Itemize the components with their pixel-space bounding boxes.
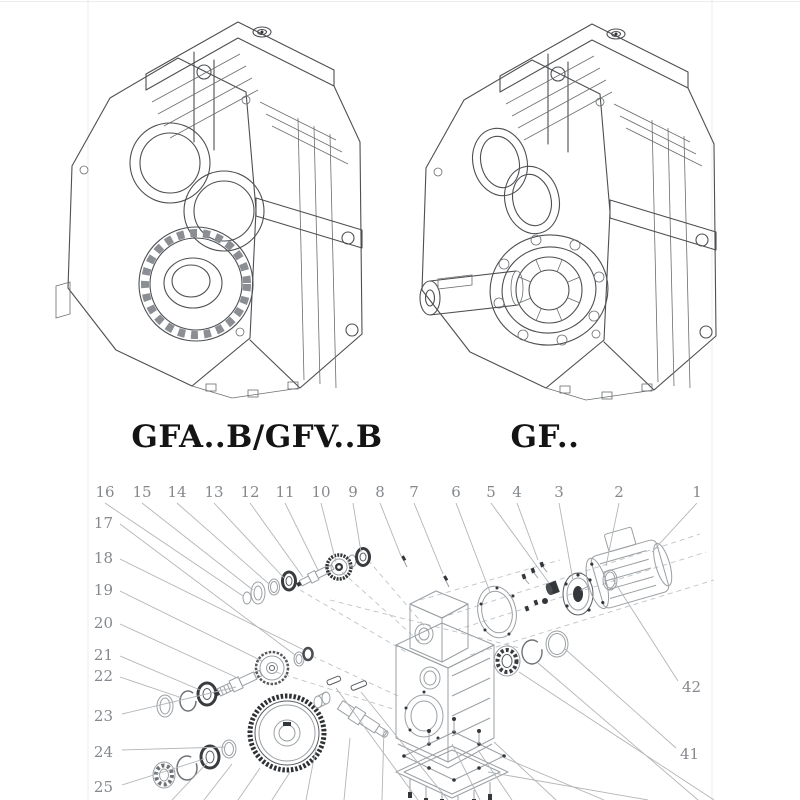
callout-19: 19 [93, 581, 113, 599]
callout-9: 9 [348, 483, 358, 501]
callout-42: 42 [682, 678, 702, 696]
callout-21: 21 [93, 646, 113, 664]
callout-23: 23 [93, 707, 113, 725]
callout-8: 8 [375, 483, 385, 501]
input-pinion [544, 581, 559, 596]
callout-13: 13 [204, 483, 224, 501]
intermediate-shaft-assembly [157, 648, 313, 717]
callout-10: 10 [311, 483, 331, 501]
callout-15: 15 [132, 483, 152, 501]
callout-41: 41 [680, 745, 700, 763]
callout-4: 4 [512, 483, 522, 501]
callout-17: 17 [93, 514, 113, 532]
bearing-spokes [519, 260, 580, 321]
motor [568, 519, 677, 614]
output-bearing-parts [473, 570, 617, 676]
figure-right-label: GF.. [510, 419, 580, 455]
motor-adapter-parts [521, 562, 593, 615]
input-shaft [295, 562, 335, 589]
figure-left-label: GFA..B/GFV..B [131, 419, 383, 455]
output-shaft-assembly [153, 676, 391, 788]
callout-numbers [94, 483, 702, 796]
figure-left-drawing [56, 22, 362, 398]
callout-12: 12 [240, 483, 260, 501]
callout-22: 22 [93, 667, 113, 685]
callout-20: 20 [93, 614, 113, 632]
figure-right-drawing [420, 24, 716, 400]
input-shaft-assembly [243, 549, 449, 605]
callout-14: 14 [167, 483, 187, 501]
callout-5: 5 [486, 483, 496, 501]
callout-24: 24 [93, 743, 113, 761]
axis-dashed-lines [276, 534, 714, 710]
callout-7: 7 [409, 483, 419, 501]
callout-16: 16 [95, 483, 115, 501]
exploded-view [94, 483, 714, 800]
callout-1: 1 [692, 483, 702, 501]
bottom-cover-assembly [396, 717, 508, 800]
output-shaft [336, 699, 391, 741]
callout-6: 6 [451, 483, 461, 501]
callout-11: 11 [275, 483, 295, 501]
callout-3: 3 [554, 483, 564, 501]
callout-18: 18 [93, 549, 113, 567]
callout-25: 25 [93, 778, 113, 796]
callout-2: 2 [614, 483, 624, 501]
